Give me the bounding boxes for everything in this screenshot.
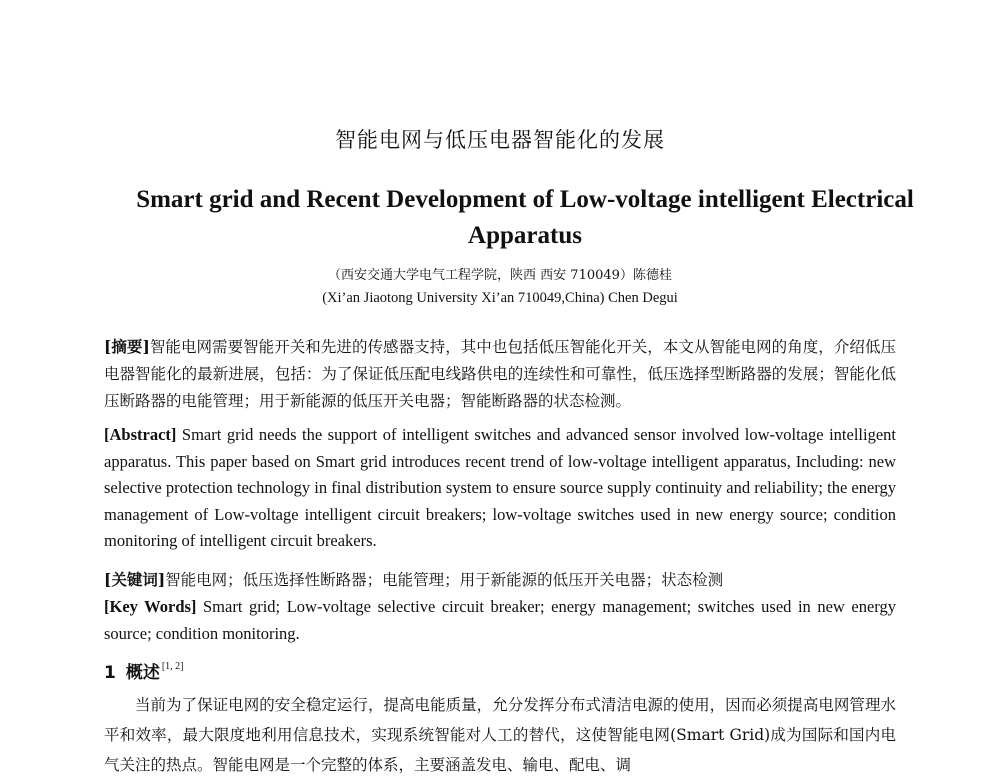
- section-title: 概述: [125, 663, 160, 683]
- keywords-chinese: [104, 566, 896, 594]
- title-english: Smart grid and Recent Development of Low-voltage intelligent Electrical Apparatus: [136, 186, 914, 249]
- section-number: 1: [104, 663, 116, 683]
- abstract-english-text: Smart grid needs the support of intelligent switches and advanced sensor involved low-voltage intelligent apparatus. This paper based on Smart grid introduces recent trend of low-voltage intelligent apparatus, Including: new selective protection technology in final distribution system to ensure source supply continuity and reliability; the energy management of Low-voltage intelligent circuit breakers; low-voltage switches used in new energy source; condition monitoring of intelligent circuit breakers.: [104, 425, 896, 550]
- keywords-chinese-text: 智能电网；低压选择性断路器；电能管理；用于新能源的低压开关电器；状态检测: [165, 571, 724, 589]
- keywords-english-text: Smart grid; Low-voltage selective circuit breaker; energy management; switches used in new energy source; condition monitoring.: [104, 597, 896, 643]
- affiliation-english: (Xi’an Jiaotong University Xi’an 710049,China) Chen Degui: [322, 290, 678, 306]
- keywords-english: [104, 594, 896, 647]
- abstract-english: [104, 422, 896, 555]
- section-citation: [1, 2]: [161, 661, 184, 672]
- abstract-chinese: [104, 333, 896, 415]
- abstract-chinese-tag: [摘要]: [104, 337, 150, 356]
- keywords-chinese-tag: [关键词]: [104, 570, 166, 589]
- abstract-chinese-text: 智能电网需要智能开关和先进的传感器支持，其中也包括低压智能化开关，本文从智能电网的角度，介绍低压电器智能化的最新进展，包括：为了保证低压配电线路供电的连续性和可靠性，低压选择型断路器的发展；智能化低压断路器的电能管理；用于新能源的低压开关电器；智能断路器的状态检测。: [104, 338, 896, 410]
- section-paragraph: 当前为了保证电网的安全稳定运行，提高电能质量，允分发挥分布式清洁电源的使用，因而必须提高电网管理水平和效率，最大限度地利用信息技术，实现系统智能对人工的替代，这使智能电网(Smart Grid)成为国际和国内电气关注的热点。智能电网是一个完整的体系，主要涵盖发电、输电、配电、调: [104, 696, 896, 774]
- title-chinese: 智能电网与低压电器智能化的发展: [335, 128, 665, 152]
- affiliation-chinese: （西安交通大学电气工程学院，陕西 西安 710049）陈德桂: [328, 268, 672, 283]
- section-heading: [104, 658, 184, 683]
- abstract-english-tag: [Abstract]: [104, 425, 177, 444]
- keywords-english-tag: [Key Words]: [104, 597, 197, 616]
